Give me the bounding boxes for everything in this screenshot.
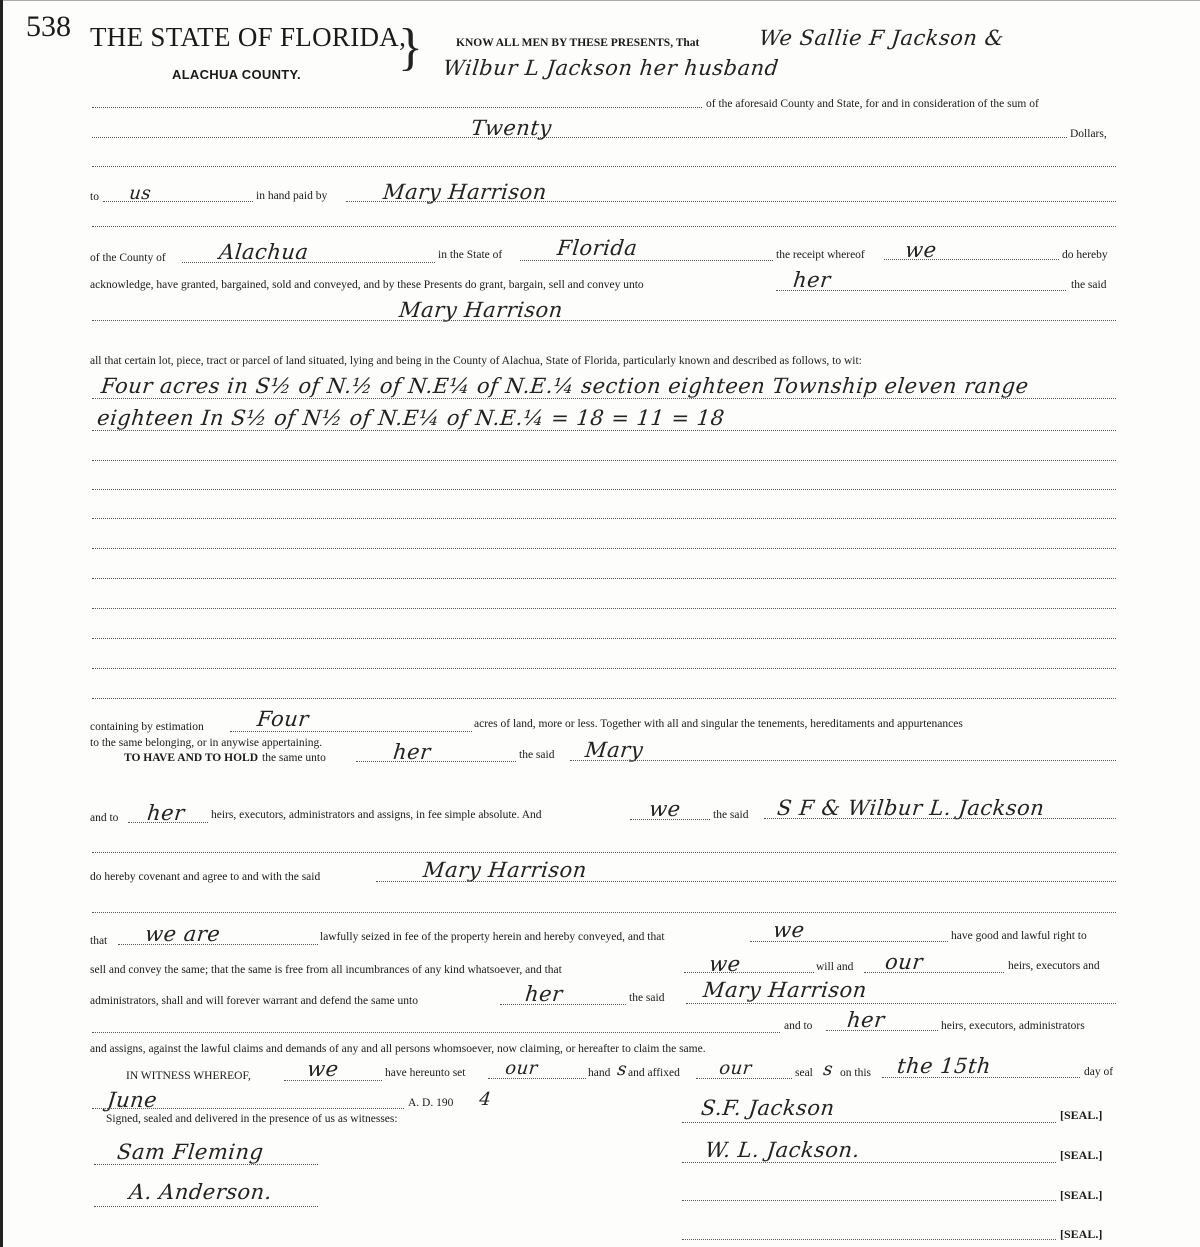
land-line-7 <box>92 578 1116 579</box>
warrant-fill-line <box>500 1004 626 1005</box>
know-all-text: KNOW ALL MEN BY THESE PRESENTS, That <box>456 37 700 49</box>
land-line-6 <box>92 548 1116 549</box>
acres-text: acres of land, more or less. Together with all and singular the tenements, hereditaments and appurtenances <box>474 718 963 730</box>
witness-sam-fleming: Sam Fleming <box>116 1140 265 1164</box>
land-line-3 <box>92 460 1116 461</box>
blank-line-3 <box>92 852 1116 853</box>
do-hereby-text: do hereby <box>1062 249 1108 261</box>
in-witness-text: IN WITNESS WHEREOF, <box>126 1070 251 1082</box>
same-unto-text: the same unto <box>262 752 326 764</box>
set-handwriting: our <box>504 1058 539 1079</box>
warrant-handwriting: her <box>524 982 565 1006</box>
witness-a-anderson: A. Anderson. <box>128 1180 274 1204</box>
sell-handwriting: we <box>708 952 742 976</box>
affixed-text: and affixed <box>628 1067 680 1079</box>
that-fill-line <box>118 944 318 945</box>
and-we-fill-line <box>630 819 710 820</box>
estimate-fill-line <box>230 731 472 732</box>
seal-label-1: [SEAL.] <box>1060 1108 1103 1122</box>
defend-handwriting: Mary Harrison <box>702 978 869 1002</box>
signature-wl-jackson: W. L. Jackson. <box>704 1138 862 1162</box>
good-right-text: have good and lawful right to <box>951 930 1087 942</box>
day-of-text: day of <box>1084 1066 1114 1078</box>
belonging-text: to the same belonging, or in anywise appertaining. <box>90 737 323 749</box>
to-handwriting: us <box>128 183 153 204</box>
warrant-said-text: the said <box>629 992 665 1004</box>
witness-line-1 <box>94 1164 318 1165</box>
warrant-text: administrators, shall and will forever warrant and defend the same unto <box>90 995 418 1007</box>
signed-sealed-text: Signed, sealed and delivered in the presence of us as witnesses: <box>106 1113 398 1125</box>
that-text: that <box>90 935 108 947</box>
habendum-said-handwriting: Mary <box>584 738 645 762</box>
seized-text: lawfully seized in fee of the property herein and hereby conveyed, and that <box>320 931 665 943</box>
habendum-said2-fill-line <box>764 818 1116 819</box>
and-to-2-text: and to <box>784 1020 813 1032</box>
and-to-2-fill-line <box>826 1030 938 1031</box>
blank-line-2 <box>92 226 1116 227</box>
fee-simple-text: heirs, executors, administrators and assigns, in fee simple absolute. And <box>211 809 542 821</box>
grantor-handwriting-1: We Sallie F Jackson & <box>758 26 1006 50</box>
and-to-handwriting: her <box>146 801 187 825</box>
seal-label-3: [SEAL.] <box>1060 1188 1103 1202</box>
and-to-text: and to <box>90 812 119 824</box>
date-handwriting: the 15th <box>896 1054 993 1078</box>
date-fill-line <box>882 1077 1080 1078</box>
receipt-fill-line <box>884 259 1059 260</box>
paid-by-handwriting: Mary Harrison <box>382 180 549 204</box>
signature-line-2 <box>682 1162 1056 1163</box>
land-line-4 <box>92 489 1116 490</box>
land-line-2 <box>92 430 1116 431</box>
aforesaid-text: of the aforesaid County and State, for and in consideration of the sum of <box>706 98 1039 110</box>
seized-fill-line <box>750 941 948 942</box>
heirs-exec-text: heirs, executors and <box>1008 960 1100 972</box>
in-state-text: in the State of <box>438 249 503 261</box>
dollars-text: Dollars, <box>1070 128 1107 140</box>
that-handwriting: we are <box>144 922 222 946</box>
and-to-2-handwriting: her <box>846 1008 887 1032</box>
and-to-fill-line <box>128 822 208 823</box>
receipt-handwriting: we <box>904 238 938 262</box>
state-fill-line <box>520 260 773 261</box>
in-hand-paid-text: in hand paid by <box>256 190 328 202</box>
land-line-9 <box>92 638 1116 639</box>
state-handwriting: Florida <box>556 236 639 260</box>
the-said-text: the said <box>1071 279 1107 291</box>
seal-label-4: [SEAL.] <box>1060 1227 1103 1241</box>
year-handwriting: 4 <box>478 1089 493 1110</box>
page-number: 538 <box>26 10 71 43</box>
containing-text: containing by estimation <box>90 721 204 733</box>
habendum-unto-fill-line <box>356 761 516 762</box>
paid-by-fill-line <box>346 201 1116 202</box>
assign-fill-line <box>92 1032 780 1033</box>
habendum-said-text: the said <box>519 749 555 761</box>
land-desc-handwriting-2: eighteen In S½ of N½ of N.E¼ of N.E.¼ = 18 = 11 = 18 <box>96 406 726 430</box>
habendum-said2-handwriting: S F & Wilbur L. Jackson <box>776 796 1046 820</box>
acknowledge-text: acknowledge, have granted, bargained, sold and conveyed, and by these Presents do grant, bargain, sell and convey unto <box>90 279 644 291</box>
witness-fill-line <box>284 1080 382 1081</box>
sell-convey-text: sell and convey the same; that the same is free from all incumbrances of any kind whatsoever, and that <box>90 964 562 976</box>
and-we-handwriting: we <box>648 797 682 821</box>
defend-fill-line <box>686 1003 1116 1004</box>
to-have-text: TO HAVE AND TO HOLD <box>124 752 258 764</box>
to-text: to <box>90 191 99 203</box>
of-county-text: of the County of <box>90 252 166 264</box>
habendum-said-fill-line <box>570 760 1116 761</box>
blank-line-1 <box>92 166 1116 167</box>
month-handwriting: June <box>106 1088 159 1112</box>
county-handwriting: Alachua <box>218 240 310 264</box>
will-handwriting: our <box>884 950 925 974</box>
habendum-said2-text: the said <box>713 809 749 821</box>
amount-fill-line <box>92 137 1067 138</box>
land-intro-text: all that certain lot, piece, tract or parcel of land situated, lying and being in the County of Alachua, State of Florida, particularly known and described as follows, to wit: <box>90 355 862 367</box>
to-fill-line <box>103 201 253 202</box>
sell-fill-line <box>684 972 814 973</box>
will-and-text: will and <box>816 961 854 973</box>
heirs-exec2-text: heirs, executors, administrators <box>941 1020 1085 1032</box>
grantee-handwriting: Mary Harrison <box>398 298 565 322</box>
ad-text: A. D. 190 <box>408 1097 454 1109</box>
have-set-text: have hereunto set <box>385 1067 466 1079</box>
blank-line-4 <box>92 912 1116 913</box>
affixed-handwriting: our <box>718 1058 753 1079</box>
seal-label-2: [SEAL.] <box>1060 1148 1103 1162</box>
land-line-5 <box>92 518 1116 519</box>
estimate-handwriting: Four <box>256 707 311 731</box>
signature-line-1 <box>682 1122 1056 1123</box>
signature-line-3 <box>682 1200 1056 1201</box>
month-fill-line <box>92 1108 404 1109</box>
signature-sf-jackson: S.F. Jackson <box>700 1096 836 1120</box>
signature-line-4 <box>682 1239 1056 1240</box>
hand-text: hand <box>588 1067 611 1079</box>
grantor-fill-line <box>92 107 702 108</box>
land-line-10 <box>92 668 1116 669</box>
header-brace: } <box>398 19 423 76</box>
set-fill-line <box>488 1078 586 1079</box>
unto-fill-line <box>776 290 1066 291</box>
land-line-11 <box>92 698 1116 699</box>
witness-handwriting: we <box>306 1057 340 1081</box>
state-title: THE STATE OF FLORIDA, <box>90 22 407 52</box>
habendum-unto-handwriting: her <box>392 740 433 764</box>
covenant-with-handwriting: Mary Harrison <box>422 858 589 882</box>
assigns-text: and assigns, against the lawful claims and demands of any and all persons whomsoever, now claiming, or hereafter to claim the same. <box>90 1043 706 1055</box>
on-this-text: on this <box>840 1067 871 1079</box>
receipt-text: the receipt whereof <box>776 249 865 261</box>
amount-handwriting: Twenty <box>470 116 554 140</box>
county-fill-line <box>182 262 435 263</box>
page-top-edge <box>0 0 1200 1</box>
seal-s-handwriting: s <box>822 1059 835 1080</box>
county-title: ALACHUA COUNTY. <box>172 67 301 82</box>
land-line-8 <box>92 608 1116 609</box>
grantor-handwriting-2: Wilbur L Jackson her husband <box>442 56 780 80</box>
land-line-1 <box>92 398 1116 399</box>
will-fill-line <box>864 972 1004 973</box>
witness-line-2 <box>94 1206 318 1207</box>
covenant-text: do hereby covenant and agree to and with the said <box>90 871 321 883</box>
unto-handwriting: her <box>792 268 833 292</box>
affixed-fill-line <box>696 1078 792 1079</box>
grantee-fill-line <box>92 320 1116 321</box>
seal-text: seal <box>795 1067 813 1079</box>
hand-s-handwriting: s <box>616 1059 629 1080</box>
seized-handwriting: we <box>772 918 806 942</box>
page-left-edge <box>0 0 3 1247</box>
land-desc-handwriting-1: Four acres in S½ of N.½ of N.E¼ of N.E.¼ section eighteen Township eleven range <box>100 374 1030 398</box>
covenant-with-fill-line <box>376 881 1116 882</box>
